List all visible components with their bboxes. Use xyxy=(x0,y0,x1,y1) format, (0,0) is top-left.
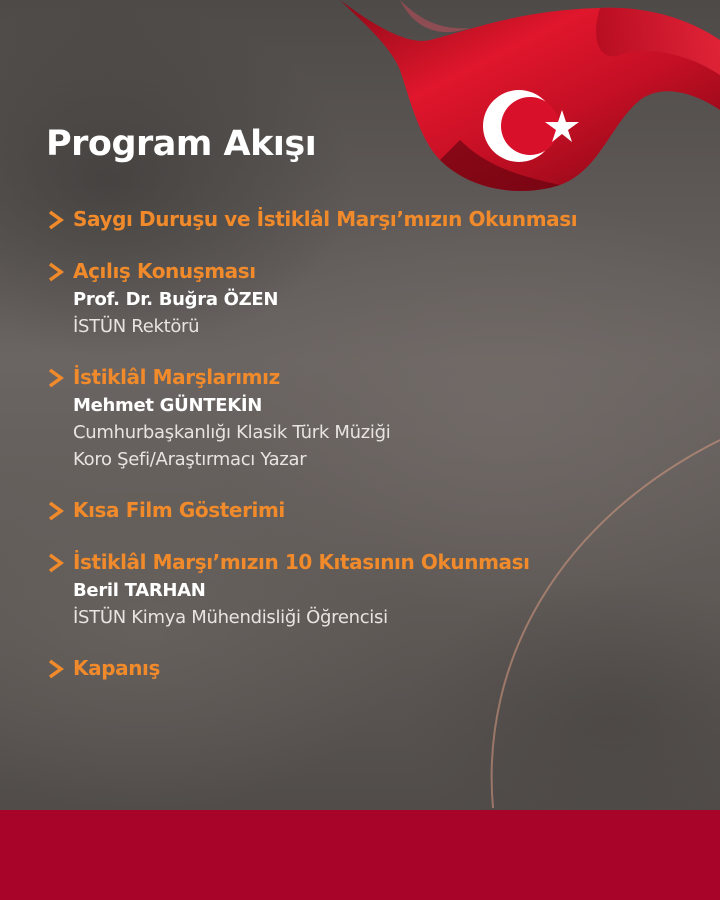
page-title: Program Akışı xyxy=(46,124,317,164)
program-item xyxy=(46,362,646,473)
chevron-right-icon xyxy=(46,261,66,283)
program-item-heading: İstiklâl Marşı’mızın 10 Kıtasının Okunması xyxy=(73,550,530,574)
program-item-heading: Kısa Film Gösterimi xyxy=(73,498,285,522)
program-item xyxy=(46,204,646,234)
chevron-right-icon xyxy=(46,500,66,522)
speaker-role: Koro Şefi/Araştırmacı Yazar xyxy=(73,449,307,470)
chevron-right-icon xyxy=(46,552,66,574)
turkish-flag-icon xyxy=(0,0,720,200)
chevron-right-icon xyxy=(46,209,66,231)
speaker-name: Prof. Dr. Buğra ÖZEN xyxy=(73,289,279,310)
program-item-heading: Kapanış xyxy=(73,656,161,680)
speaker-role: İSTÜN Kimya Mühendisliği Öğrencisi xyxy=(73,607,388,628)
speaker-role: Cumhurbaşkanlığı Klasik Türk Müziği xyxy=(73,422,391,443)
speaker-name: Beril TARHAN xyxy=(73,580,206,601)
program-item-heading: Saygı Duruşu ve İstiklâl Marşı’mızın Okunması xyxy=(73,207,578,231)
bottom-bar xyxy=(0,810,720,900)
chevron-right-icon xyxy=(46,367,66,389)
speaker-name: Mehmet GÜNTEKİN xyxy=(73,395,263,416)
program-item-heading: Açılış Konuşması xyxy=(73,259,256,283)
speaker-role: İSTÜN Rektörü xyxy=(73,316,200,337)
program-item xyxy=(46,653,646,683)
program-item xyxy=(46,547,646,631)
program-item xyxy=(46,256,646,340)
program-list xyxy=(46,204,646,705)
program-item-heading: İstiklâl Marşlarımız xyxy=(73,365,280,389)
program-item xyxy=(46,495,646,525)
chevron-right-icon xyxy=(46,658,66,680)
